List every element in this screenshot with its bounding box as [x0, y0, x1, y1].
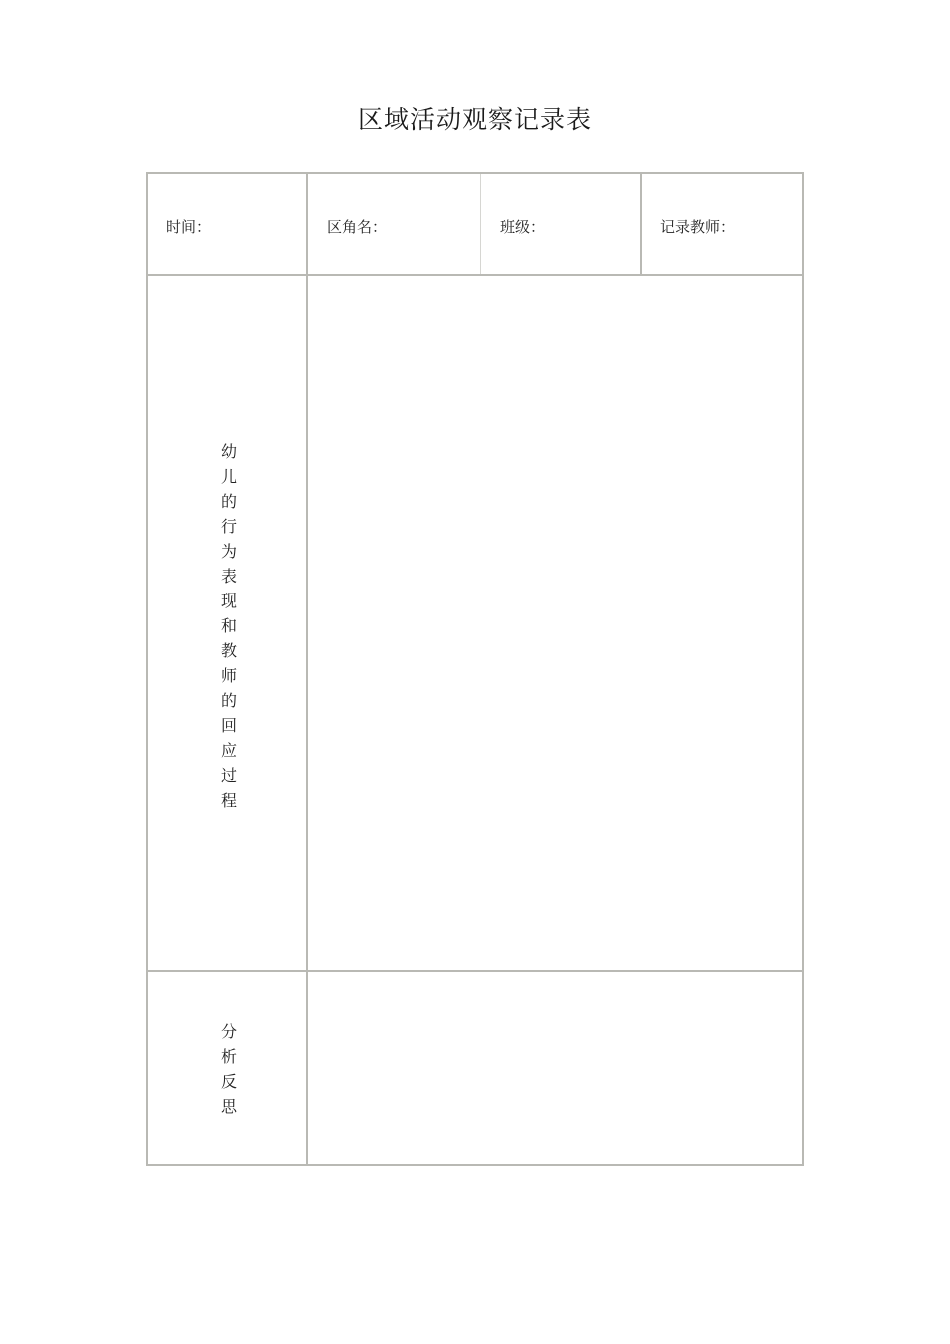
reflection-label-cell	[148, 972, 306, 1164]
behavior-content-area[interactable]	[308, 276, 802, 970]
time-label: 时间：	[166, 218, 212, 236]
area-name-cell[interactable]	[308, 174, 480, 274]
time-cell[interactable]	[148, 174, 306, 274]
teacher-label: 记录教师：	[660, 218, 736, 236]
document-title: 区域活动观察记录表	[357, 105, 592, 134]
reflection-content-area[interactable]	[308, 972, 802, 1164]
class-cell[interactable]	[481, 174, 640, 274]
observation-record-table	[146, 172, 804, 1166]
area-name-label: 区角名：	[327, 218, 388, 236]
teacher-cell[interactable]	[642, 174, 802, 274]
class-label: 班级：	[500, 218, 546, 236]
behavior-label: 幼 儿 的 行 为 表 现 和 教 师 的 回 应 过 程	[220, 442, 237, 810]
reflection-label: 分 析 反 思	[220, 1022, 237, 1116]
behavior-label-cell	[148, 276, 306, 970]
